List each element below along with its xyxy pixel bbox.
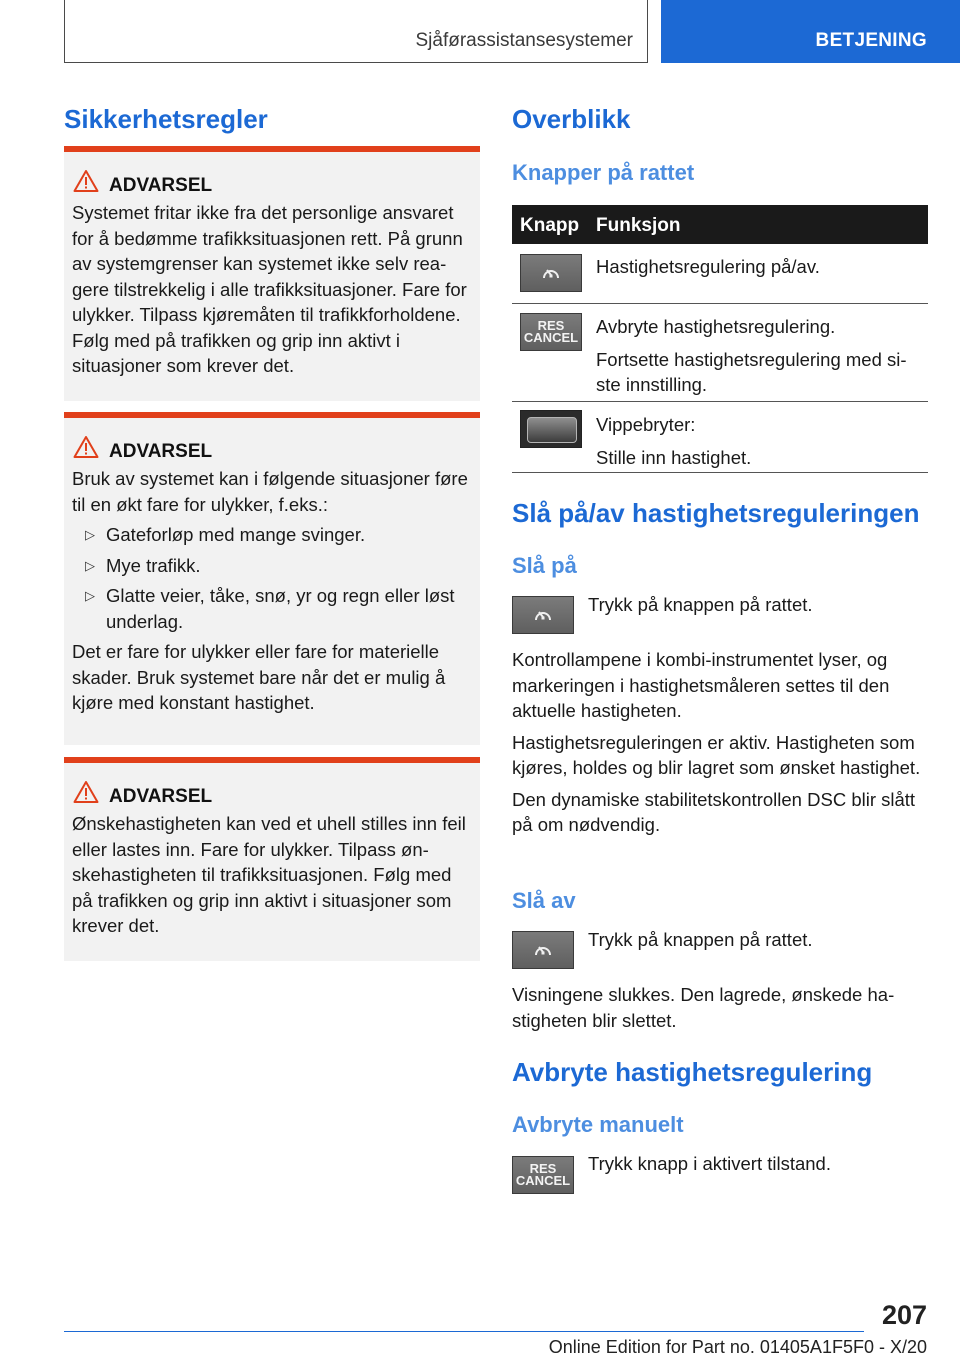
bullet-triangle-icon: ▷ [85,527,95,542]
warning-box-2 [64,412,480,745]
switch-on-heading: Slå på [512,553,577,578]
table-header [512,205,928,244]
res-cancel-button-icon: RES CANCEL [512,1156,574,1194]
list-item: ▷ Gateforløp med mange svinger. [72,522,474,548]
warning-label: ADVARSEL [109,441,213,462]
footer-divider [64,1331,864,1332]
header-chapter-tab [661,0,960,63]
function-text: Vippebryter: [596,414,696,435]
header-section-box [64,0,648,63]
warning-box-1 [64,146,480,401]
header-section-title: Sjåførassistansesystemer [415,30,633,51]
page-number: 207 [881,1300,927,1330]
switch-on-description: Kontrollampene i kombi-instrumentet lyser, og markeringen i hastighetsmåleren settes til den aktuelle hastigheten. Hastighetsreguleringen er aktiv. Hastigheten som kjøres, holdes og blir lagret som ønsket hastighet. Den dynamiske stabilitetskontrollen DSC blir slått på om nødvendig. [512,649,921,835]
overview-heading: Overblikk [512,104,631,134]
warning-triangle-icon [73,780,99,804]
cruise-control-button-icon [520,254,582,292]
warning-label: ADVARSEL [109,175,213,196]
warning-text: Systemet fritar ikke fra det personlige ansvaret for å bedømme trafikksituasjonen rett. På grunn av systemgrenser kan systemet ikke selv reagere tilstrekkelig i alle trafikksituasjoner. Fare for ulykker. Tilpass kjøremåten til trafikkforholdene. Følg med på trafikken og grip inn aktivt i situasjoner som krever det. [72,202,467,376]
function-text: Stille inn hastighet. [596,446,752,468]
bullet-triangle-icon: ▷ [85,557,95,573]
switch-off-heading: Slå av [512,888,576,913]
switch-off-instruction: Trykk på knappen på rattet. [588,929,813,950]
cruise-control-button-icon [512,596,574,634]
manual-interrupt-instruction: Trykk knapp i aktivert tilstand. [588,1153,831,1174]
warning-outro: Det er fare for ulykker eller fare for materielle skader. Bruk systemet bare når det er mulig å kjøre med konstant hastighet. [72,641,446,713]
warning-triangle-icon [73,435,99,459]
table-row [512,304,928,402]
table-row [512,244,928,304]
on-off-heading: Slå på/av hastighetsreguleringen [512,498,920,528]
list-item: ▷ Mye trafikk. [72,553,474,579]
switch-on-instruction: Trykk på knappen på rattet. [588,594,813,615]
steering-buttons-heading: Knapper på rattet [512,160,695,185]
column-header-function: Funksjon [596,215,681,236]
warning-triangle-icon [73,169,99,193]
edition-note: Online Edition for Part no. 01405A1F5F0 - X/20 [548,1337,927,1357]
function-text: Hastighetsregulering på/av. [596,256,820,277]
warning-label: ADVARSEL [109,786,213,807]
column-header-button: Knapp [520,215,580,236]
button-function-table [512,205,928,473]
interrupt-heading: Avbryte hastighetsregulering [512,1057,873,1087]
rocker-switch-icon [520,410,582,448]
res-cancel-button-icon: RES CANCEL [520,313,582,351]
function-text: Avbryte hastighetsregulering. [596,316,836,337]
warning-box-3 [64,757,480,961]
safety-rules-heading: Sikkerhetsregler [64,104,268,134]
bullet-triangle-icon: ▷ [85,588,95,603]
list-item: ▷ Glatte veier, tåke, snø, yr og regn eller løst underlag. [85,585,455,632]
cruise-control-button-icon [512,931,574,969]
function-text: Fortsette hastighetsregulering med siste innstilling. [596,348,907,395]
warning-text: Ønskehastigheten kan ved et uhell stilles inn feil eller lastes inn. Fare for ulykker. Tilpass ønskehastigheten til trafikksituasjonen. Følg med på trafikken og grip inn aktivt i situasjoner som krever det. [72,813,466,936]
switch-off-description: Visningene slukkes. Den lagrede, ønskede hastigheten blir slettet. [512,984,895,1031]
warning-intro: Bruk av systemet kan i følgende situasjoner føre til en økt fare for ulykker, f.eks.: [72,468,468,515]
manual-interrupt-heading: Avbryte manuelt [512,1112,684,1137]
table-row [512,402,928,473]
header-chapter-label: BETJENING [815,30,927,51]
